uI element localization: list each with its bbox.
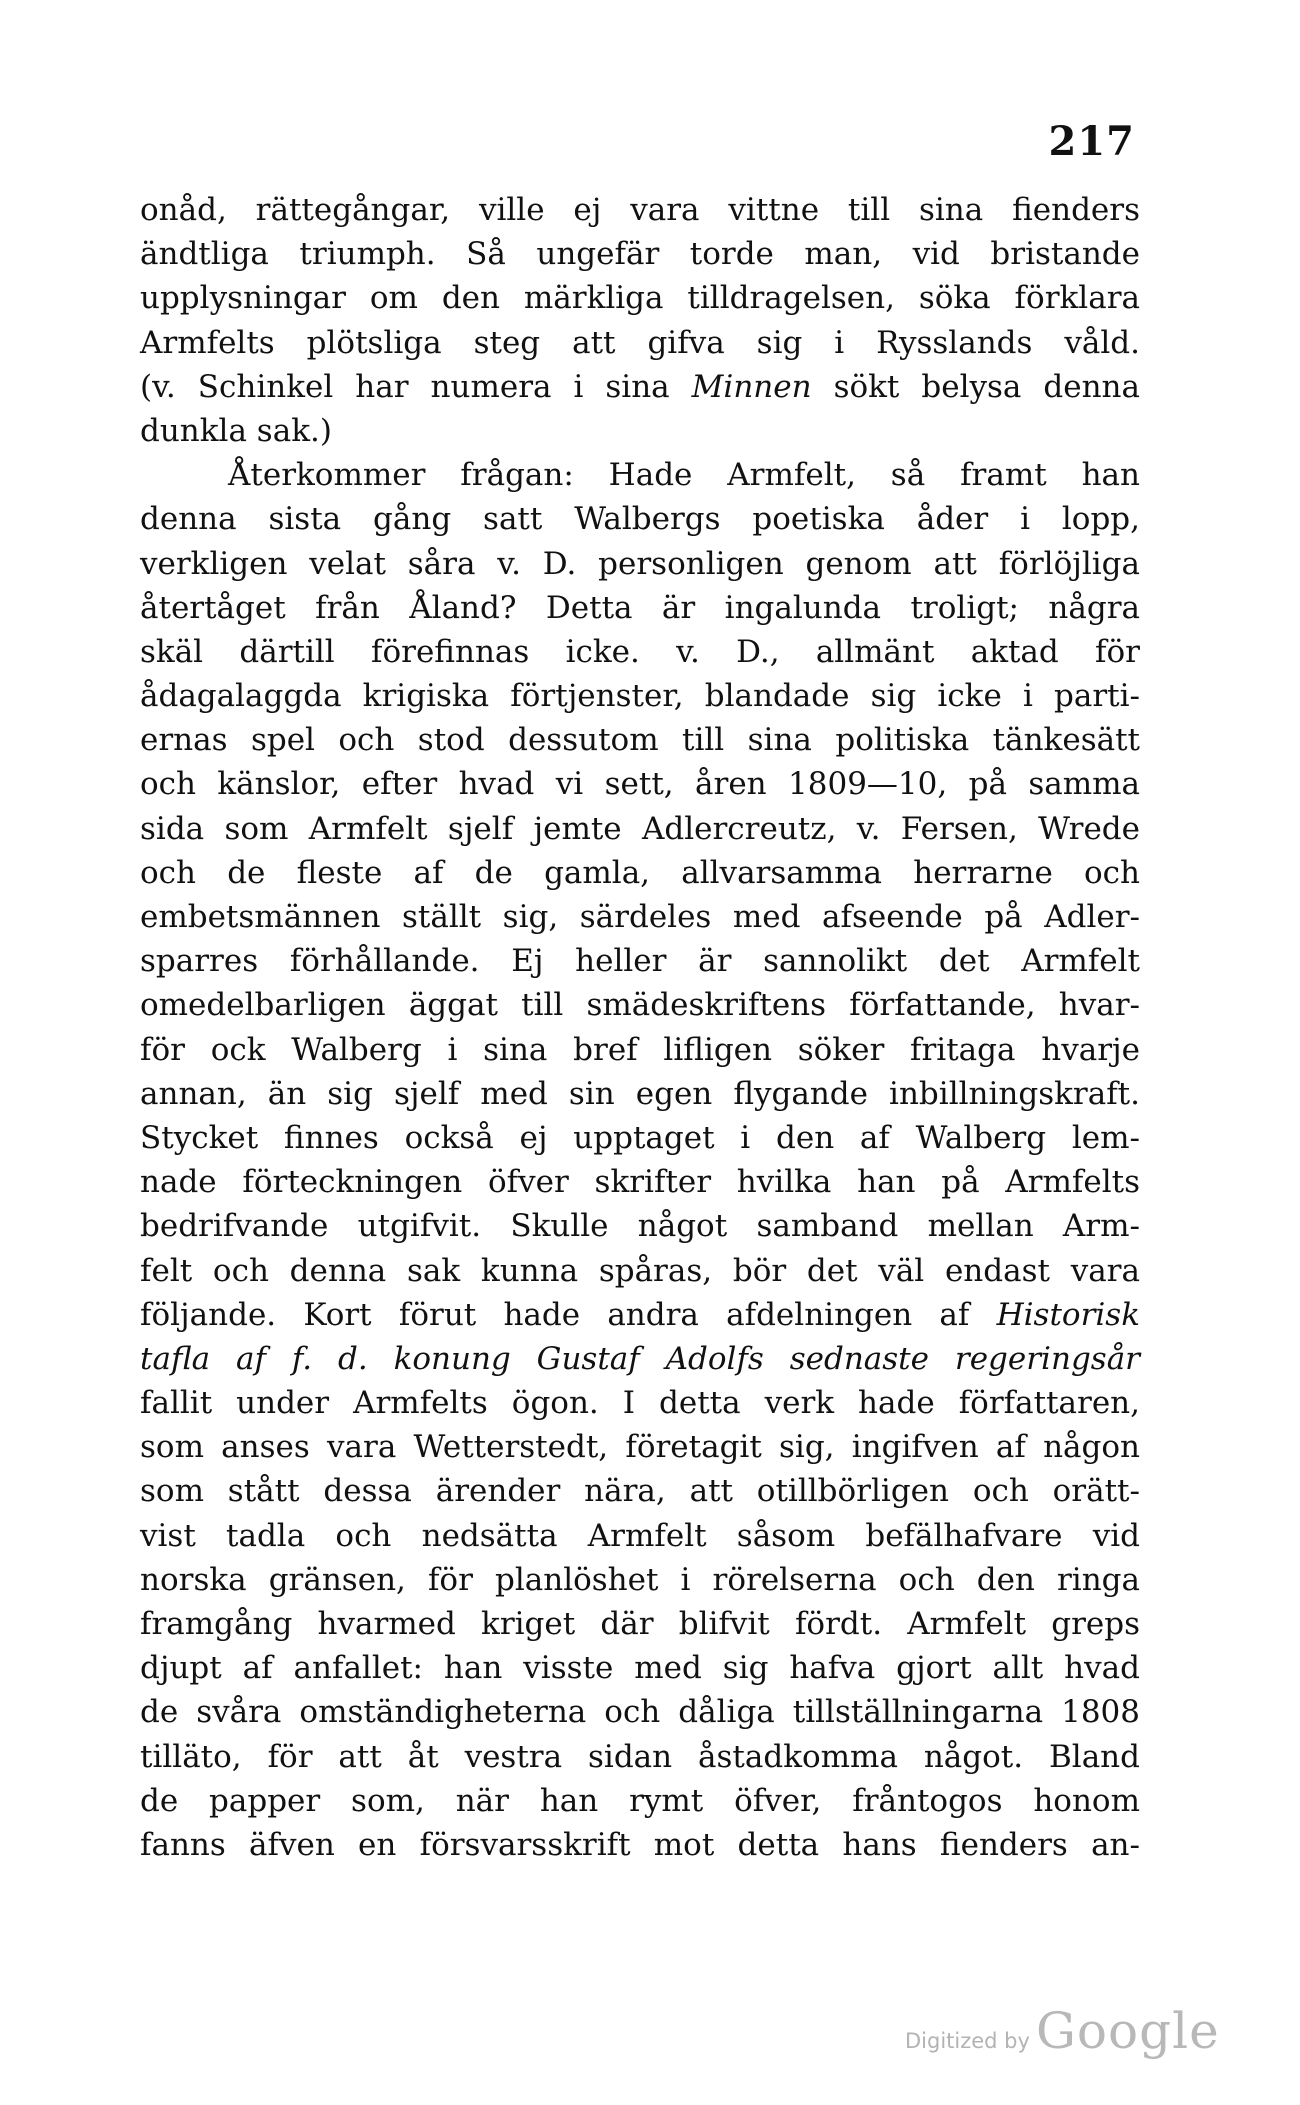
- text-segment: djupt af anfallet: han visste med sig hafva gjort allt hvad: [140, 1650, 1140, 1687]
- text-segment: sparres förhållande. Ej heller är sannolikt det Armfelt: [140, 943, 1140, 980]
- text-line: [140, 1514, 1140, 1558]
- text-segment: ådagalaggda krigiska förtjenster, blandade sig icke i parti-: [140, 678, 1140, 715]
- text-segment: följande. Kort förut hade andra afdelningen af: [140, 1296, 997, 1333]
- text-line: [140, 630, 1140, 674]
- text-segment: omedelbarligen äggat till smädeskriftens författande, hvar-: [140, 987, 1140, 1024]
- body-text: [140, 188, 1140, 1867]
- text-segment: bedrifvande utgifvit. Skulle något samband mellan Arm-: [140, 1208, 1140, 1245]
- text-segment: onåd, rättegångar, ville ej vara vittne till sina fienders: [140, 192, 1140, 228]
- text-segment: nade förteckningen öfver skrifter hvilka han på Armfelts: [140, 1164, 1140, 1201]
- text-line: [140, 983, 1140, 1027]
- text-line: [140, 718, 1140, 762]
- text-line: [140, 232, 1140, 276]
- text-line: [140, 188, 1140, 232]
- text-segment: fallit under Armfelts ögon. I detta verk hade författaren,: [140, 1385, 1140, 1422]
- text-segment: de papper som, när han rymt öfver, fråntogos honom: [140, 1782, 1140, 1819]
- text-line: [140, 365, 1140, 409]
- text-segment: återtåget från Åland? Detta är ingalunda troligt; några: [140, 589, 1140, 626]
- text-segment: som anses vara Wetterstedt, företagit sig, ingifven af någon: [140, 1429, 1140, 1466]
- text-segment: Stycket finnes också ej upptaget i den af Walberg lem-: [140, 1119, 1140, 1156]
- page-number: 217: [1048, 118, 1135, 165]
- text-line: [140, 1337, 1140, 1381]
- text-line: [140, 1204, 1140, 1248]
- text-segment: verkligen velat såra v. D. personligen genom att förlöjliga: [140, 545, 1140, 582]
- text-line: [140, 542, 1140, 586]
- text-line: [140, 321, 1140, 365]
- text-segment: tilläto, för att åt vestra sidan åstadkomma något. Bland: [140, 1738, 1140, 1775]
- text-line: [140, 1381, 1140, 1425]
- text-segment: sida som Armfelt sjelf jemte Adlercreutz, v. Fersen, Wrede: [140, 810, 1140, 847]
- text-line: [140, 1646, 1140, 1690]
- digitized-by-google-watermark: [905, 2002, 1220, 2062]
- text-line: [140, 586, 1140, 630]
- italic-text: Minnen: [691, 368, 812, 405]
- text-segment: dunkla sak.): [140, 412, 332, 449]
- text-segment: ändtliga triumph. Så ungefär torde man, vid bristande: [140, 236, 1140, 273]
- text-line: [140, 1558, 1140, 1602]
- text-line: [140, 1293, 1140, 1337]
- text-segment: Armfelts plötsliga steg att gifva sig i Rysslands våld.: [140, 324, 1140, 361]
- text-segment: denna sista gång satt Walbergs poetiska åder i lopp,: [140, 501, 1140, 538]
- text-line: [140, 939, 1140, 983]
- text-line: [140, 1116, 1140, 1160]
- text-segment: framgång hvarmed kriget där blifvit fördt. Armfelt greps: [140, 1606, 1140, 1642]
- text-line: [140, 1602, 1140, 1646]
- text-line: [140, 497, 1140, 541]
- text-line: [140, 674, 1140, 718]
- text-segment: norska gränsen, för planlöshet i rörelserna och den ringa: [140, 1561, 1140, 1598]
- text-segment: vist tadla och nedsätta Armfelt såsom befälhafvare vid: [140, 1517, 1140, 1554]
- text-segment: felt och denna sak kunna spåras, bör det väl endast vara: [140, 1252, 1140, 1289]
- text-line: [140, 807, 1140, 851]
- text-segment: fanns äfven en försvarsskrift mot detta hans fienders an-: [140, 1826, 1140, 1863]
- text-segment: för ock Walberg i sina bref lifligen söker fritaga hvarje: [140, 1031, 1140, 1068]
- text-line: [140, 1028, 1140, 1072]
- text-segment: skäl därtill förefinnas icke. v. D., allmänt aktad för: [140, 633, 1140, 670]
- text-line: [140, 276, 1140, 320]
- text-line: [140, 1160, 1140, 1204]
- text-line: [140, 1469, 1140, 1513]
- text-segment: ernas spel och stod dessutom till sina politiska tänkesätt: [140, 722, 1140, 759]
- text-segment: upplysningar om den märkliga tilldragelsen, söka förklara: [140, 280, 1140, 317]
- text-line: [140, 1249, 1140, 1293]
- text-line: [140, 1072, 1140, 1116]
- text-line: [140, 453, 1140, 497]
- text-line: [140, 851, 1140, 895]
- google-logo: Google: [1035, 2002, 1220, 2060]
- text-line: [140, 409, 1140, 453]
- text-line: [140, 1779, 1140, 1823]
- text-segment: embetsmännen ställt sig, särdeles med afseende på Adler-: [140, 899, 1140, 935]
- text-segment: sökt belysa denna: [811, 368, 1140, 405]
- text-segment: de svåra omständigheterna och dåliga tillställningarna 1808: [140, 1694, 1140, 1731]
- text-segment: Återkommer frågan: Hade Armfelt, så framt han: [228, 457, 1140, 494]
- text-line: [140, 895, 1140, 939]
- text-line: [140, 1425, 1140, 1469]
- text-line: [140, 1823, 1140, 1867]
- italic-text: tafla af f. d. konung Gustaf Adolfs sednaste regeringsår: [140, 1340, 1140, 1377]
- italic-text: Historisk: [996, 1296, 1140, 1333]
- text-segment: och de fleste af de gamla, allvarsamma herrarne och: [140, 854, 1140, 891]
- text-line: [140, 1690, 1140, 1734]
- text-line: [140, 1735, 1140, 1779]
- text-line: [140, 762, 1140, 806]
- text-segment: (v. Schinkel har numera i sina: [140, 368, 692, 405]
- text-segment: annan, än sig sjelf med sin egen flygande inbillningskraft.: [140, 1075, 1140, 1112]
- digitized-label: Digitized by: [905, 2029, 1030, 2053]
- text-segment: som stått dessa ärender nära, att otillbörligen och orätt-: [140, 1473, 1140, 1510]
- text-segment: och känslor, efter hvad vi sett, åren 1809—10, på samma: [140, 766, 1140, 803]
